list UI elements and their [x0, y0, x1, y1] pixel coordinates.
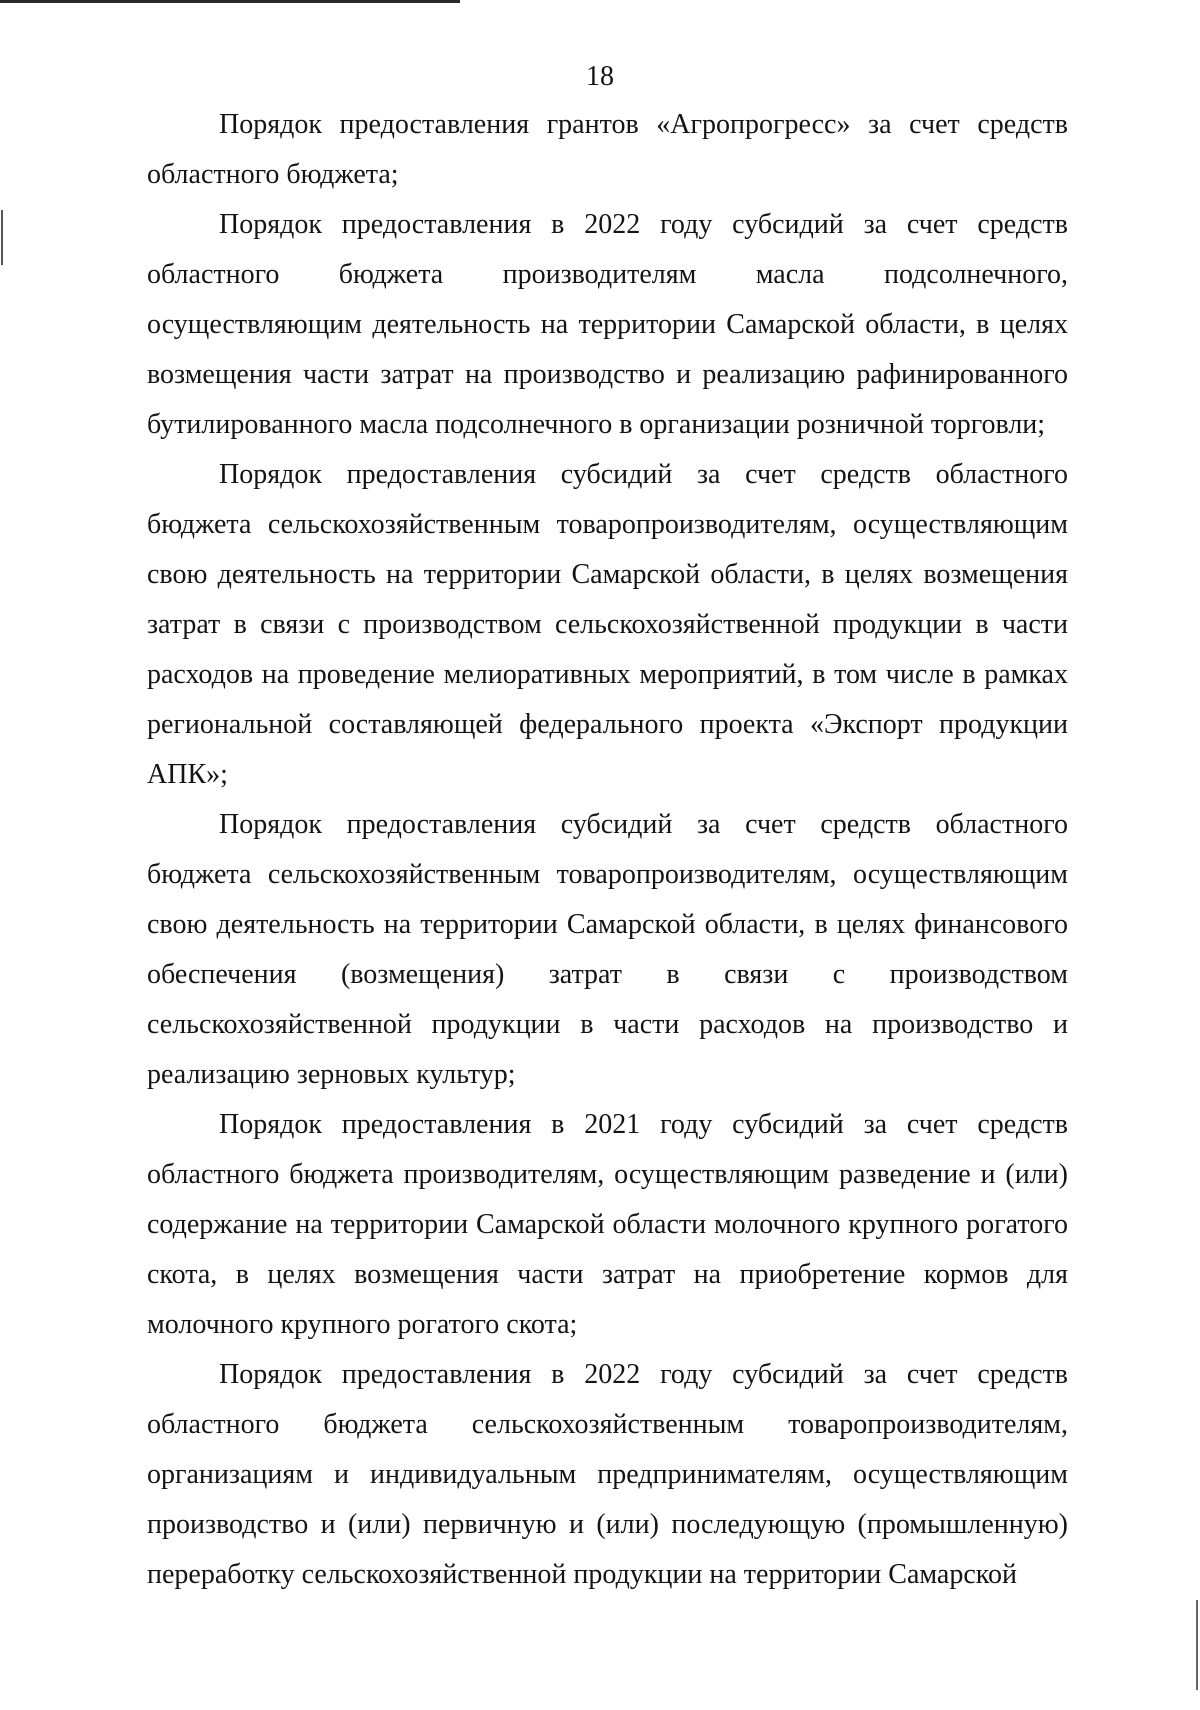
document-body [147, 100, 1068, 1600]
paragraph-agroprogress-grants: Порядок предоставления грантов «Агропрогресс» за счет средств областного бюджета; [147, 109, 1068, 190]
paragraph-dairy-feed-subsidies: Порядок предоставления в 2021 году субсидий за счет средств областного бюджета производителям, осуществляющим разведение и (или) содержание на территории Самарской области молочного крупного рогатого скота, в целях возмещения части затрат на приобретение кормов для молочного крупного рогатого скота; [147, 1109, 1068, 1340]
scan-edge-mark [1, 210, 3, 265]
paragraph-processing-subsidies: Порядок предоставления в 2022 году субсидий за счет средств областного бюджета сельскохозяйственным товаропроизводителям, организациям и индивидуальным предпринимателям, осуществляющим производство и (или) первичную и (или) последующую (промышленную) переработку сельскохозяйственной продукции на территории Самарской [147, 1359, 1068, 1590]
paragraph-sunflower-oil-subsidies: Порядок предоставления в 2022 году субсидий за счет средств областного бюджета производителям масла подсолнечного, осуществляющим деятельность на территории Самарской области, в целях возмещения части затрат на производство и реализацию рафинированного бутилированного масла подсолнечного в организации розничной торговли; [147, 209, 1068, 440]
scan-edge-line [0, 0, 460, 3]
paragraph-grain-crops-subsidies: Порядок предоставления субсидий за счет средств областного бюджета сельскохозяйственным товаропроизводителям, осуществляющим свою деятельность на территории Самарской области, в целях финансового обеспечения (возмещения) затрат в связи с производством сельскохозяйственной продукции в части расходов на производство и реализацию зерновых культур; [147, 809, 1068, 1090]
scan-edge-mark [1196, 1600, 1198, 1690]
paragraph-melioration-subsidies: Порядок предоставления субсидий за счет средств областного бюджета сельскохозяйственным товаропроизводителям, осуществляющим свою деятельность на территории Самарской области, в целях возмещения затрат в связи с производством сельскохозяйственной продукции в части расходов на проведение мелиоративных мероприятий, в том числе в рамках региональной составляющей федерального проекта «Экспорт продукции АПК»; [147, 459, 1068, 790]
page-number: 18 [586, 61, 614, 92]
